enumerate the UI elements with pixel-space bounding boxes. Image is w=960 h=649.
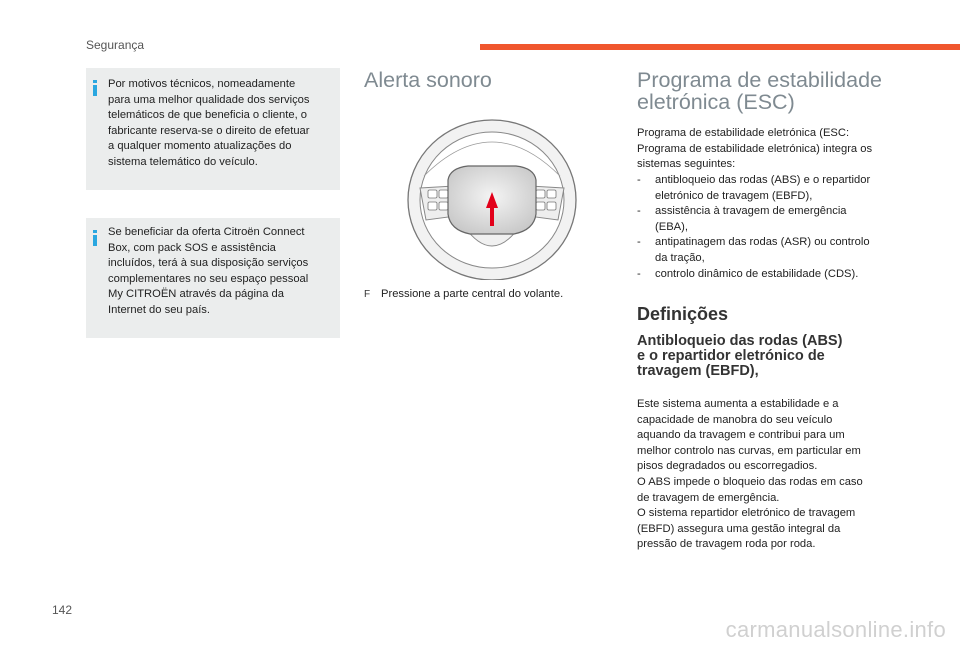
steering-wheel-svg xyxy=(404,116,580,280)
instruction-marker: F xyxy=(364,289,371,300)
info-box-citroen-connect xyxy=(86,218,340,338)
list-item: - antibloqueio das rodas (ABS) e o repartidor eletrónico de travagem (EBFD), xyxy=(637,174,871,202)
esc-title: Programa de estabilidade eletrónica (ESC) xyxy=(637,68,883,114)
header-accent-bar xyxy=(480,44,960,50)
esc-system-list xyxy=(637,173,907,282)
abs-ebfd-subheading: Antibloqueio das rodas (ABS) e o repartidor eletrónico de travagem (EBFD), xyxy=(637,333,843,379)
info-box-technical xyxy=(86,68,340,190)
info-icon xyxy=(92,230,100,246)
horn-instruction-text: Pressione a parte central do volante. xyxy=(381,288,564,300)
info-icon xyxy=(92,80,100,96)
list-item: - controlo dinâmico de estabilidade (CDS). xyxy=(637,267,859,280)
list-item: - antipatinagem das rodas (ASR) ou controlo da tração, xyxy=(637,236,870,264)
info-box-text: Por motivos técnicos, nomeadamente para uma melhor qualidade dos serviços telemáticos de que beneficia o cliente, o fabricante reserva-se o direito de efetuar a qualquer momento atualizações do sistema telemático do veículo. xyxy=(108,78,310,168)
abs-ebfd-description: Este sistema aumenta a estabilidade e a capacidade de manobra do seu veículo aquando da travagem e contribui para um melhor controlo nas curvas, em particular em pisos degradados ou escorregadios. O ABS impede o bloqueio das rodas em caso de travagem de emergência. O sistema repartidor eletrónico de travagem (EBFD) assegura uma gestão integral da pressão de travagem roda por roda. xyxy=(637,398,863,551)
steering-wheel-illustration xyxy=(404,116,580,280)
watermark: carmanualsonline.info xyxy=(725,617,946,642)
section-header: Segurança xyxy=(86,38,145,52)
definitions-heading: Definições xyxy=(637,304,729,324)
horn-title: Alerta sonoro xyxy=(364,68,492,92)
esc-intro: Programa de estabilidade eletrónica (ESC: Programa de estabilidade eletrónica) integra os sistemas seguintes: xyxy=(637,127,873,171)
page-number: 142 xyxy=(52,603,73,617)
list-item: - assistência à travagem de emergência (EBA), xyxy=(637,205,847,233)
info-box-text: Se beneficiar da oferta Citroën Connect Box, com pack SOS e assistência incluídos, terá à sua disposição serviços complementares no seu espaço pessoal My CITROËN através da página da Internet do seu país. xyxy=(108,226,309,316)
horn-instruction xyxy=(364,287,563,303)
